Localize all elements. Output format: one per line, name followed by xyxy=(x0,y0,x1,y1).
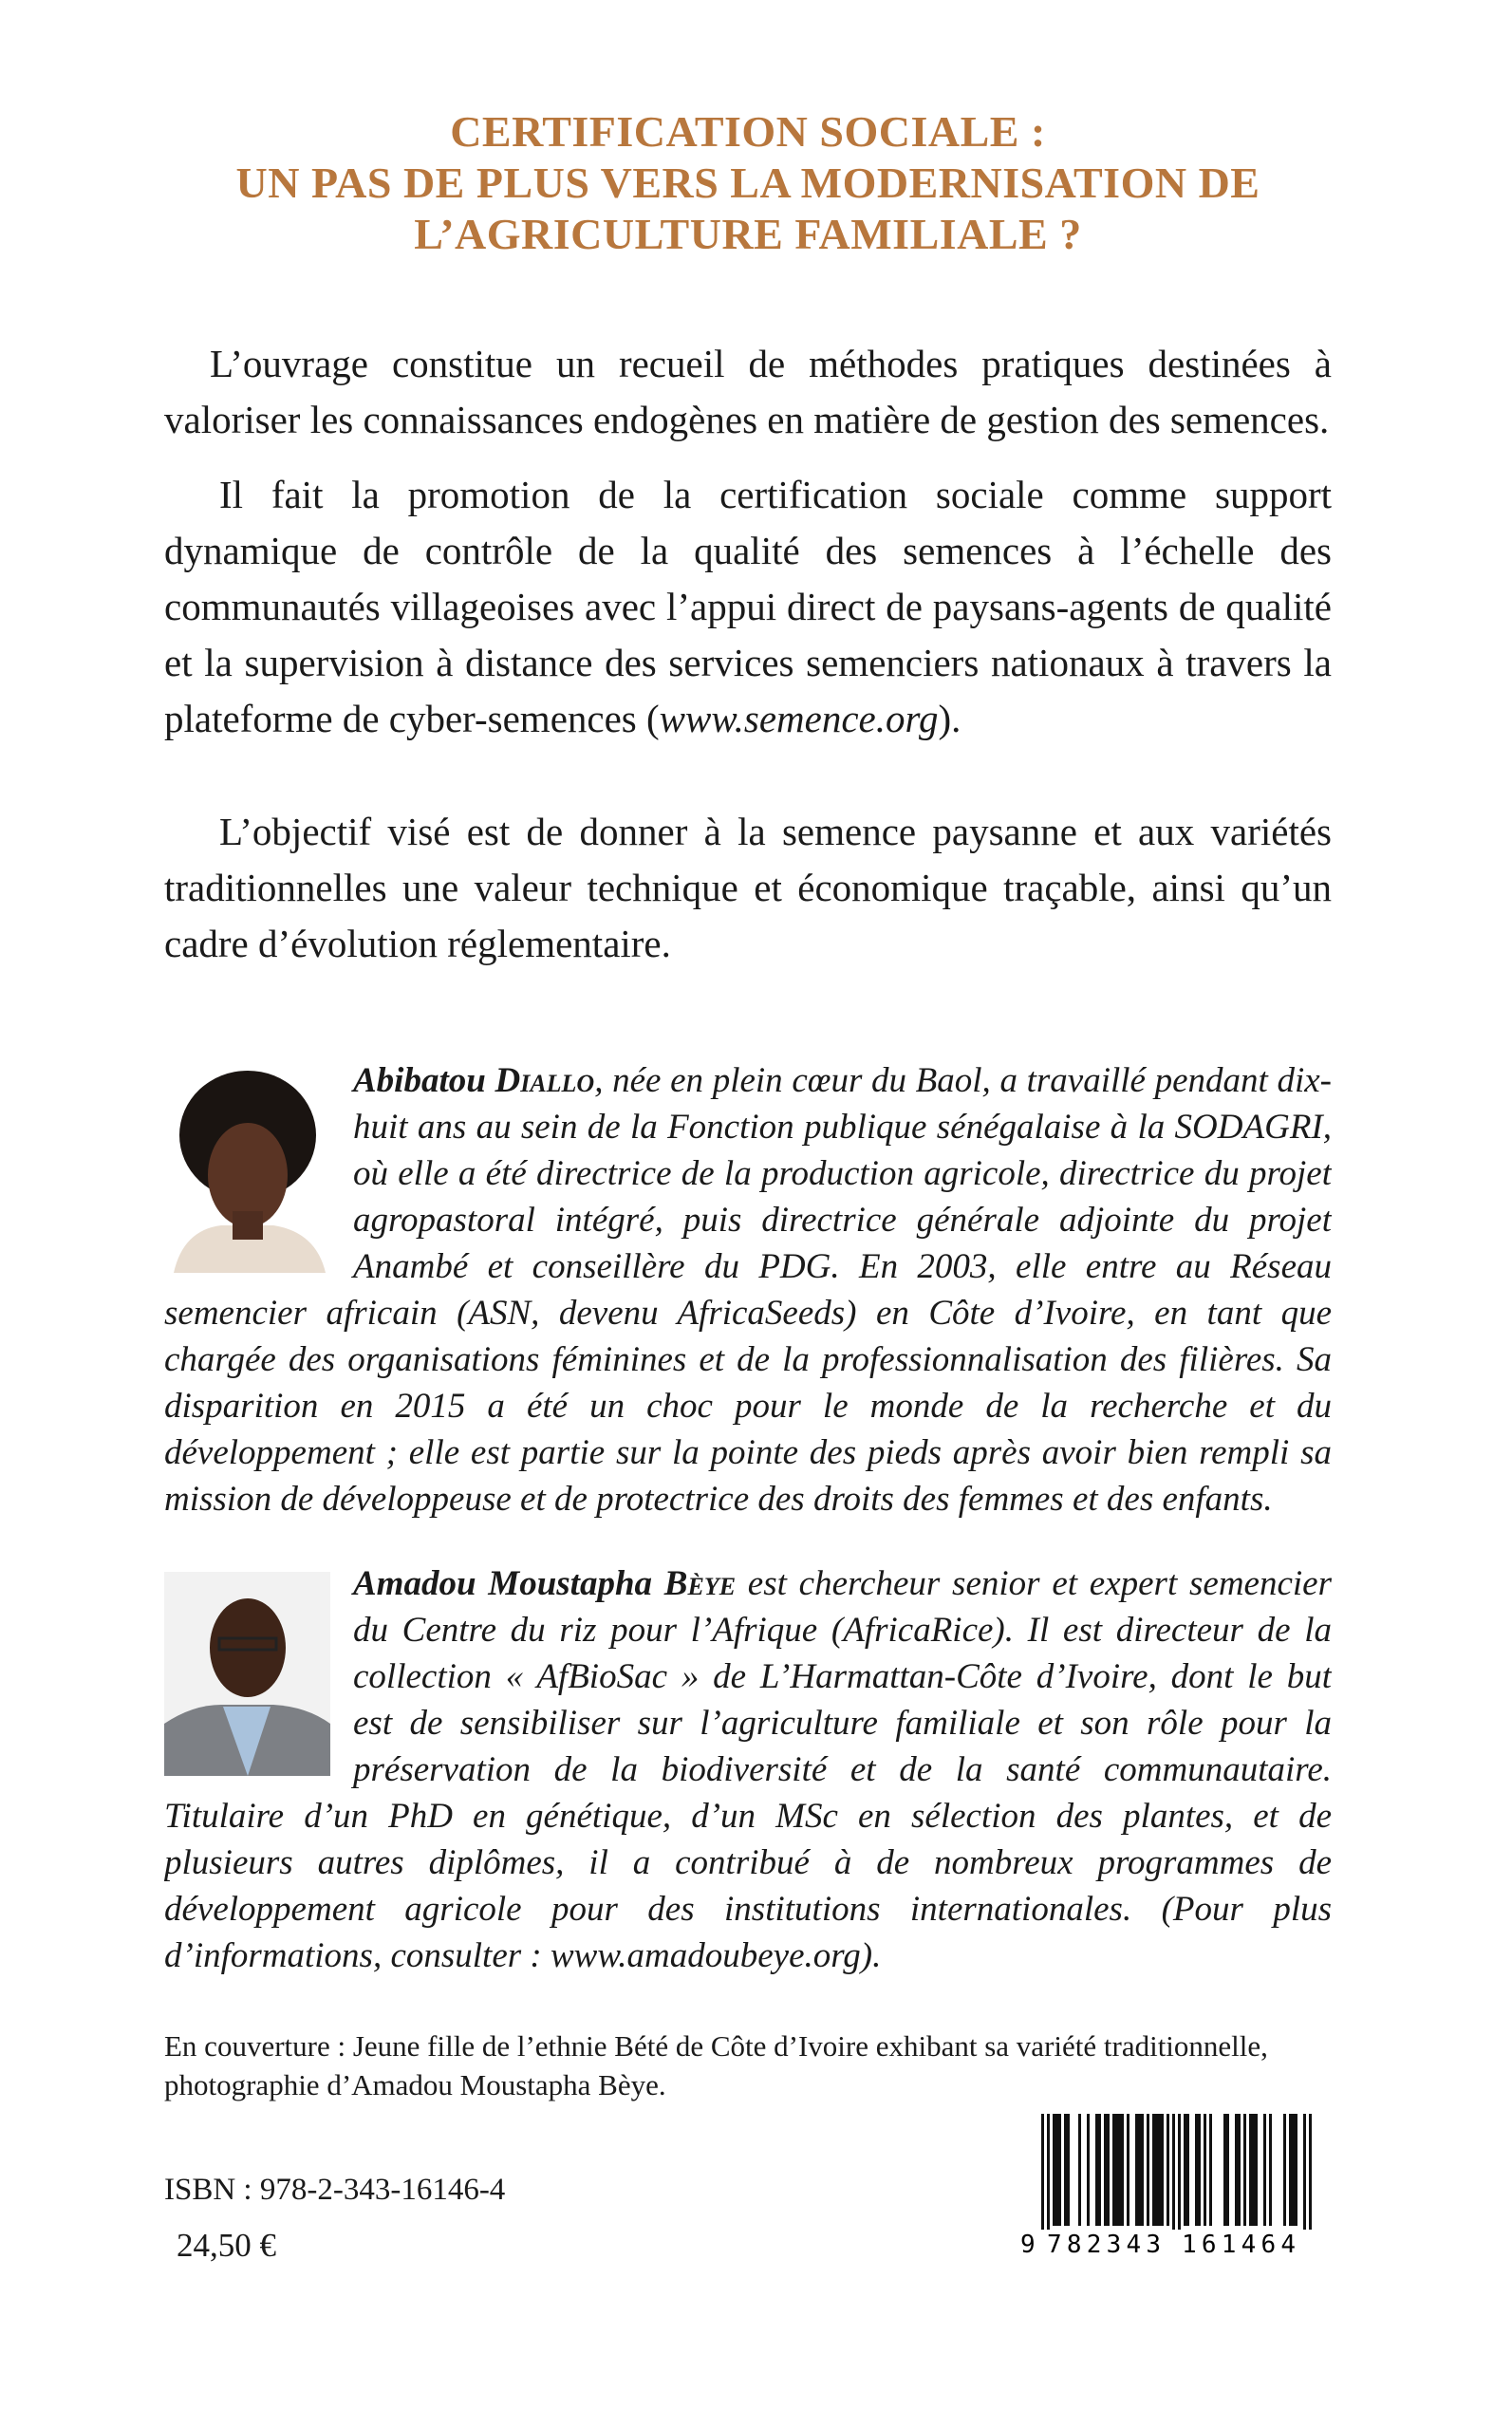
barcode-bar xyxy=(1238,2114,1241,2226)
bio-body: , née en plein cœur du Baol, a travaillé pendant dix-huit ans au sein de la Fonction publique sénégalaise à la SODAGRI, où elle a été directrice de la production agricole, directrice du projet agropastoral intégré, puis directrice générale adjointe du projet Anambé et conseillère du PDG. En 2003, elle entre au Réseau semencier africain (ASN, devenu AfricaSeeds) en Côte d’Ivoire, en tant que chargée des organisations féminines et de la professionnalisation des filières. Sa disparition en 2015 a été un choc pour le monde de la recherche et du développement ; elle est partie sur la pointe des pieds après avoir bien rempli sa mission de développeuse et de protectrice des droits des femmes et des enfants. xyxy=(164,1061,1332,1519)
barcode-bar xyxy=(1204,2114,1206,2226)
barcode-bar xyxy=(1067,2114,1070,2226)
author-photo-diallo xyxy=(164,1069,330,1273)
barcode-bar xyxy=(1184,2114,1186,2226)
barcode-bar xyxy=(1078,2114,1081,2226)
author-bio-text xyxy=(164,1564,1332,1975)
blurb-paragraph-2 xyxy=(164,467,1332,747)
barcode-bar xyxy=(1292,2114,1295,2226)
barcode-bar xyxy=(1095,2114,1098,2226)
title-line: UN PAS DE PLUS VERS LA MODERNISATION DE xyxy=(235,159,1260,207)
bio-body: est chercheur senior et expert semencier du Centre du riz pour l’Afrique (AfricaRice). Il est directeur de la collection « AfBioSac » de L’Harmattan-Côte d’Ivoire, dont le but est de sensibiliser sur l’agriculture familiale et son rôle pour la préservation de la biodiversité et de la santé communautaire. Titulaire d’un PhD en génétique, d’un MSc en sélection des plantes, et de plusieurs autres diplômes, il a contribué à de nombreux programmes de développement agricole pour des institutions internationales. (Pour plus d’informations, consulter : www.amadoubeye.org). xyxy=(164,1564,1332,1975)
barcode-bar xyxy=(1186,2114,1189,2226)
barcode-bar xyxy=(1058,2114,1061,2226)
barcode-bar xyxy=(1161,2114,1164,2226)
barcode-bar xyxy=(1198,2114,1201,2226)
barcode-bar xyxy=(1064,2114,1067,2226)
price: 24,50 € xyxy=(177,2227,276,2264)
website-link: www.semence.org xyxy=(659,697,939,740)
paragraph-text-end: ). xyxy=(938,697,961,740)
paragraph-text: L’objectif visé est de donner à la semence paysanne et aux variétés traditionnelles une valeur technique et économique traçable, ainsi qu’un cadre d’évolution réglementaire. xyxy=(164,810,1332,965)
barcode-bar xyxy=(1152,2114,1155,2226)
barcode-bar xyxy=(1243,2114,1246,2226)
barcode-bar xyxy=(1047,2114,1050,2230)
barcode-bar xyxy=(1121,2114,1124,2226)
blurb-paragraph-3 xyxy=(164,804,1332,972)
barcode-bar xyxy=(1138,2114,1141,2226)
paragraph-text xyxy=(164,467,1332,747)
barcode-first-digit: 9 xyxy=(1020,2231,1036,2256)
barcode-bar xyxy=(1087,2114,1090,2226)
author-bio-diallo xyxy=(164,1057,1332,1522)
barcode-bar xyxy=(1283,2114,1286,2226)
barcode-bar xyxy=(1147,2114,1149,2226)
barcode xyxy=(1020,2114,1324,2256)
barcode-bar xyxy=(1158,2114,1161,2226)
barcode-bar xyxy=(1172,2114,1175,2230)
author-bio-text xyxy=(164,1061,1332,1519)
barcode-bar xyxy=(1178,2114,1181,2230)
barcode-right-digits: 161464 xyxy=(1182,2231,1296,2256)
author-first-name: Amadou Moustapha xyxy=(353,1564,664,1603)
barcode-bar xyxy=(1127,2114,1129,2226)
author-last-name: Bèye xyxy=(663,1564,737,1603)
barcode-bar xyxy=(1155,2114,1158,2226)
barcode-bar xyxy=(1263,2114,1266,2226)
barcode-bar xyxy=(1041,2114,1044,2230)
barcode-bar xyxy=(1195,2114,1198,2226)
barcode-bar xyxy=(1249,2114,1252,2226)
barcode-left-digits: 782343 xyxy=(1047,2231,1161,2256)
barcode-bar xyxy=(1295,2114,1297,2226)
author-bio-beye xyxy=(164,1560,1332,1979)
paragraph-text: L’ouvrage constitue un recueil de méthodes pratiques destinées à valoriser les connaissances endogènes en matière de gestion des semences. xyxy=(164,342,1332,441)
barcode-bar xyxy=(1055,2114,1058,2226)
author-last-name: Diallo xyxy=(495,1061,595,1100)
barcode-bar xyxy=(1098,2114,1101,2226)
barcode-bar xyxy=(1226,2114,1229,2226)
barcode-bar xyxy=(1053,2114,1055,2226)
cover-caption: En couverture : Jeune fille de l’ethnie Bété de Côte d’Ivoire exhibant sa variété traditionnelle, photographie d’Amadou Moustapha Bèye. xyxy=(164,2029,1268,2101)
barcode-bar xyxy=(1118,2114,1121,2226)
barcode-bar xyxy=(1112,2114,1115,2226)
bottom-section xyxy=(164,2114,1332,2294)
isbn: ISBN : 978-2-343-16146-4 xyxy=(164,2173,506,2207)
barcode-bar xyxy=(1135,2114,1138,2226)
barcode-bar xyxy=(1141,2114,1144,2226)
barcode-bar xyxy=(1235,2114,1238,2226)
barcode-bar xyxy=(1115,2114,1118,2226)
barcode-bar xyxy=(1269,2114,1272,2226)
barcode-bar xyxy=(1309,2114,1312,2230)
barcode-bar xyxy=(1167,2114,1169,2226)
barcode-bar xyxy=(1255,2114,1258,2226)
barcode-bar xyxy=(1107,2114,1110,2226)
blurb-paragraph-1 xyxy=(164,336,1332,448)
title-line: CERTIFICATION SOCIALE : xyxy=(450,107,1046,156)
barcode-bar xyxy=(1223,2114,1226,2226)
barcode-bar xyxy=(1252,2114,1255,2226)
paragraph-text-main: Il fait la promotion de la certification sociale comme support dynamique de contrôle de la qualité des semences à l’échelle des communautés villageoises avec l’appui direct de paysans-agents de qualité et la supervision à distance des services semenciers nationaux à travers la plateforme de cyber-semences ( xyxy=(164,473,1332,740)
barcode-bar xyxy=(1104,2114,1107,2226)
book-title xyxy=(107,106,1389,260)
barcode-bar xyxy=(1289,2114,1292,2226)
author-photo-beye xyxy=(164,1572,330,1776)
barcode-bar xyxy=(1209,2114,1212,2226)
author-first-name: Abibatou xyxy=(353,1061,495,1100)
title-line: L’AGRICULTURE FAMILIALE ? xyxy=(414,210,1082,258)
barcode-bar xyxy=(1303,2114,1306,2230)
